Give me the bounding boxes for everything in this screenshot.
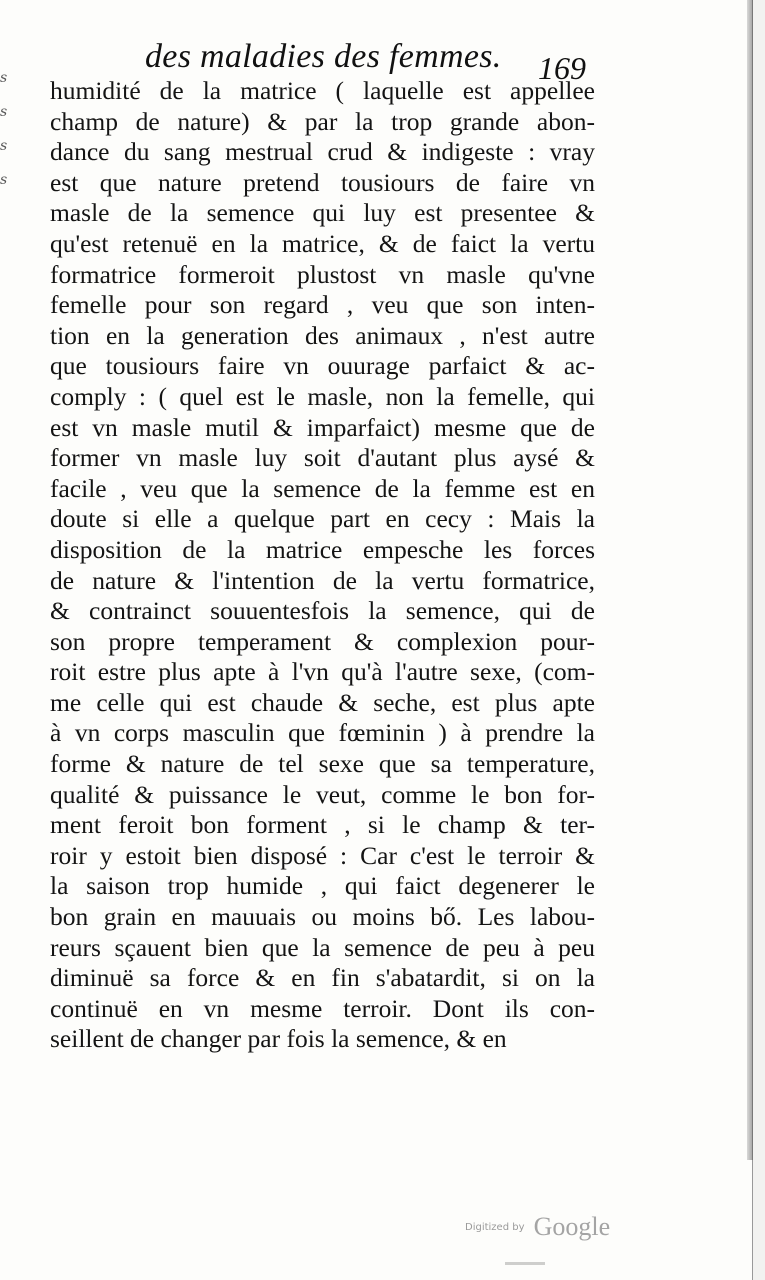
text-line: me celle qui est chaude & seche, est plus apte bbox=[50, 687, 595, 717]
text-line: forme & nature de tel sexe que sa temperature, bbox=[50, 749, 595, 779]
text-line: est vn masle mutil & imparfaict) mesme que de bbox=[50, 412, 595, 442]
margin-mark: s bbox=[0, 138, 8, 154]
text-line: tion en la generation des animaux , n'est autre bbox=[50, 320, 595, 350]
text-line: est que nature pretend tousiours de faire vn bbox=[50, 167, 595, 197]
text-line: former vn masle luy soit d'autant plus aysé & bbox=[50, 443, 595, 473]
running-title: des maladies des femmes. bbox=[145, 38, 502, 75]
body-text bbox=[50, 76, 595, 1055]
text-line: continuë en vn mesme terroir. Dont ils con- bbox=[50, 993, 595, 1023]
text-line: disposition de la matrice empesche les forces bbox=[50, 534, 595, 564]
digitized-by-label: Digitized by bbox=[465, 1221, 525, 1233]
margin-mark: s bbox=[0, 70, 8, 86]
left-margin-marks bbox=[0, 70, 18, 210]
text-line: & contrainct souuentesfois la semence, qui de bbox=[50, 596, 595, 626]
text-line: femelle pour son regard , veu que son inten- bbox=[50, 290, 595, 320]
scan-edge bbox=[752, 0, 765, 1280]
text-line: roir y estoit bien disposé : Car c'est le terroir & bbox=[50, 840, 595, 870]
text-line: reurs sçauent bien que la semence de peu à peu bbox=[50, 932, 595, 962]
text-line: qualité & puissance le veut, comme le bon for- bbox=[50, 779, 595, 809]
margin-mark: s bbox=[0, 172, 8, 188]
text-line: champ de nature) & par la trop grande abon- bbox=[50, 106, 595, 136]
text-line: bon grain en mauuais ou moins bő. Les labou- bbox=[50, 902, 595, 932]
text-line: à vn corps masculin que fœminin ) à prendre la bbox=[50, 718, 595, 748]
text-line: doute si elle a quelque part en cecy : Mais la bbox=[50, 504, 595, 534]
google-logo: Google bbox=[533, 1212, 611, 1241]
text-line: facile , veu que la semence de la femme est en bbox=[50, 473, 595, 503]
text-line: diminuë sa force & en fin s'abatardit, si on la bbox=[50, 963, 595, 993]
scan-artifact bbox=[505, 1262, 545, 1275]
text-line: la saison trop humide , qui faict degenerer le bbox=[50, 871, 595, 901]
page-shadow bbox=[747, 0, 753, 1160]
text-line: comply : ( quel est le masle, non la femelle, qui bbox=[50, 381, 595, 411]
text-line: que tousiours faire vn ouurage parfaict & ac- bbox=[50, 351, 595, 381]
digitized-watermark bbox=[465, 1212, 610, 1242]
text-line: de nature & l'intention de la vertu formatrice, bbox=[50, 565, 595, 595]
text-line: son propre temperament & complexion pour- bbox=[50, 626, 595, 656]
text-line: dance du sang mestrual crud & indigeste : vray bbox=[50, 137, 595, 167]
text-line: ment feroit bon forment , si le champ & ter- bbox=[50, 810, 595, 840]
text-line: humidité de la matrice ( laquelle est appellee bbox=[50, 76, 595, 105]
page-number: 169 bbox=[538, 50, 586, 86]
text-line: formatrice formeroit plustost vn masle qu'vne bbox=[50, 259, 595, 289]
margin-mark: s bbox=[0, 104, 8, 120]
text-line: masle de la semence qui luy est presentee & bbox=[50, 198, 595, 228]
text-line: roit estre plus apte à l'vn qu'à l'autre sexe, (com- bbox=[50, 657, 595, 687]
text-line: qu'est retenuë en la matrice, & de faict la vertu bbox=[50, 228, 595, 258]
text-line: seillent de changer par fois la semence, & en bbox=[50, 1024, 507, 1054]
